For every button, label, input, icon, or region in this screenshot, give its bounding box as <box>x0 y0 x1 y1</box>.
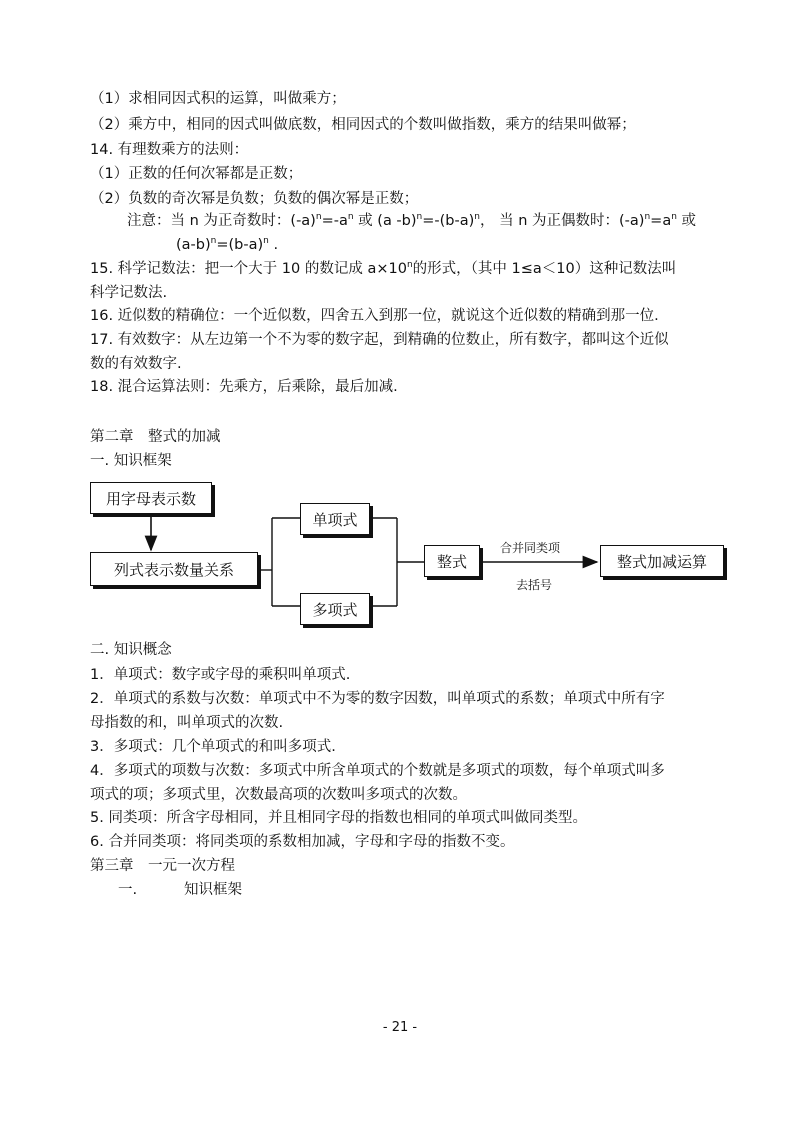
diagram-box-monomial: 单项式 <box>300 503 370 535</box>
text-line: 3．多项式：几个单项式的和叫多项式. <box>90 739 336 755</box>
section-heading-number: 一. <box>118 882 138 898</box>
text-line: （1）求相同因式积的运算，叫做乘方； <box>90 91 346 107</box>
text-line: 4．多项式的项数与次数：多项式中所含单项式的个数就是多项式的项数，每个单项式叫多 <box>90 763 665 779</box>
text-line: 母指数的和，叫单项式的次数. <box>90 715 284 731</box>
arrow-label-combine-like-terms: 合并同类项 <box>500 541 561 555</box>
text-line: 数的有效数字. <box>90 356 182 372</box>
chapter-title: 第二章 整式的加减 <box>90 429 221 445</box>
text-line: 6. 合并同类项：将同类项的系数相加减，字母和字母的指数不变。 <box>90 834 515 850</box>
diagram-box-polynomial: 多项式 <box>300 593 370 625</box>
text-line: 5. 同类项：所含字母相同，并且相同字母的指数也相同的单项式叫做同类型。 <box>90 810 587 826</box>
text-line: （2）乘方中，相同的因式叫做底数，相同因式的个数叫做指数，乘方的结果叫做幂； <box>90 117 636 133</box>
text-line: 科学记数法. <box>90 285 168 301</box>
text-line: 2．单项式的系数与次数：单项式中不为零的数字因数，叫单项式的系数；单项式中所有字 <box>90 691 665 707</box>
text-line: 项式的项；多项式里，次数最高项的次数叫多项式的次数。 <box>90 787 467 803</box>
note-line: 注意：当 n 为正奇数时：$(-a)^n=-a^n$ 或 (a $-b)^n=-(b-a)^n$， 当 n 为正偶数时：$(-a)^n=a^n$ 或 <box>127 212 697 229</box>
diagram-box-quantity-relations: 列式表示数量关系 <box>90 552 258 586</box>
diagram-box-letters-represent-numbers: 用字母表示数 <box>90 482 212 514</box>
section-heading: 一. 知识框架 <box>90 453 172 469</box>
text-line: 16. 近似数的精确位：一个近似数，四舍五入到那一位，就说这个近似数的精确到那一位. <box>90 308 659 324</box>
sci-notation-line: 15. 科学记数法：把一个大于 10 的数记成 $a\times 10^n$的形式，（其中 1≤a＜10）这种记数法叫 <box>90 260 677 277</box>
text-line: 1．单项式：数字或字母的乘积叫单项式. <box>90 667 351 683</box>
diagram-box-add-subtract-operations: 整式加减运算 <box>600 545 724 577</box>
section-heading: 二. 知识概念 <box>90 642 172 658</box>
text-line: （2）负数的奇次幂是负数；负数的偶次幂是正数； <box>90 191 419 207</box>
text-line: 17. 有效数字：从左边第一个不为零的数字起，到精确的位数止，所有数字，都叫这个近似 <box>90 332 669 348</box>
text-line: （1）正数的任何次幂都是正数； <box>90 166 303 182</box>
section-heading: 知识框架 <box>184 882 242 898</box>
page-number: - 21 - <box>382 1020 418 1035</box>
diagram-box-integral-expression: 整式 <box>424 545 480 577</box>
text-line: 18. 混合运算法则：先乘方，后乘除，最后加减. <box>90 379 398 395</box>
arrow-label-remove-brackets: 去括号 <box>516 578 553 592</box>
chapter-title: 第三章 一元一次方程 <box>90 858 235 874</box>
heading-rule-14: 14. 有理数乘方的法则： <box>90 142 249 158</box>
note-line-2: $(a-b)^n=(b-a)^n$ . <box>176 236 279 253</box>
